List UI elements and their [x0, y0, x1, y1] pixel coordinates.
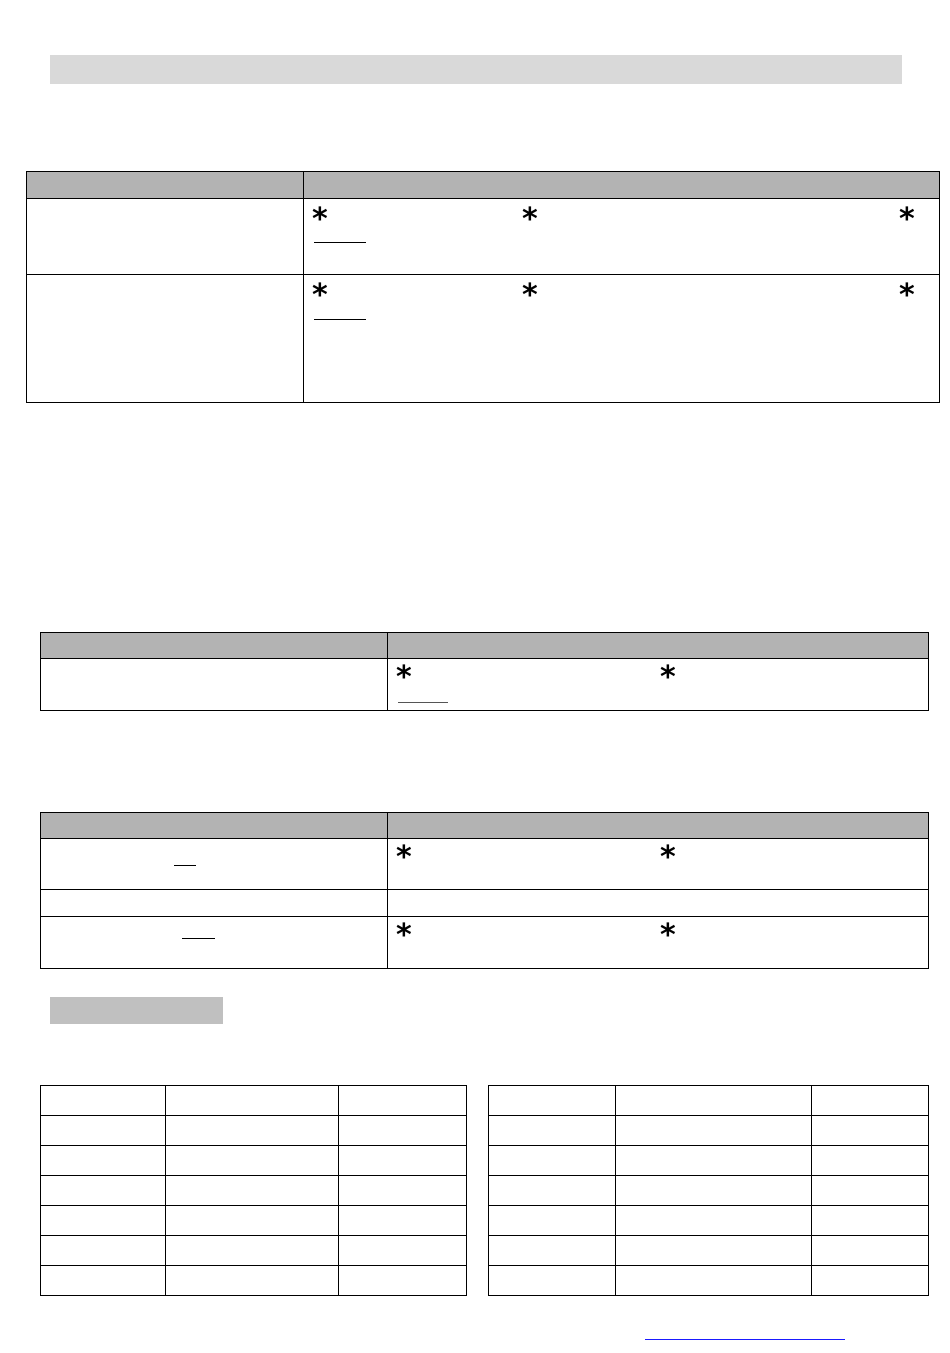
table-row: [489, 1146, 929, 1176]
table-3: [40, 812, 929, 969]
asterisk-marker: *: [660, 840, 676, 875]
table-3-header-col-2: [388, 813, 929, 839]
table-row: [41, 1116, 467, 1146]
table-row: [41, 1176, 467, 1206]
table-row: [41, 1206, 467, 1236]
grid-right: [488, 1085, 929, 1296]
table-3-row-1-label: [41, 839, 388, 890]
table-3-row-3-label: [41, 917, 388, 969]
asterisk-marker: *: [522, 278, 538, 313]
table-row: [489, 1176, 929, 1206]
table-3-header-col-1: [41, 813, 388, 839]
table-3-row-2-label: [41, 890, 388, 917]
table-row: [489, 1236, 929, 1266]
underline-rule: [174, 865, 196, 866]
table-row: [41, 659, 929, 711]
table-1-row-1-value: [304, 199, 940, 275]
asterisk-marker: *: [660, 660, 676, 695]
footer-link-underline: [645, 1339, 845, 1340]
grid-left: [40, 1085, 467, 1296]
table-1-header-col-2: [304, 172, 940, 199]
table-row: [489, 1206, 929, 1236]
asterisk-marker: *: [522, 202, 538, 237]
footer-link[interactable]: [645, 1326, 845, 1342]
asterisk-marker: *: [396, 918, 412, 953]
table-2-row-1-value: [388, 659, 929, 711]
table-row: [41, 890, 929, 917]
table-row: [41, 1266, 467, 1296]
table-row: [41, 1086, 467, 1116]
table-3-row-1-value: [388, 839, 929, 890]
asterisk-marker: *: [899, 202, 915, 237]
table-2-header-col-1: [41, 633, 388, 659]
table-1-header-col-1: [27, 172, 304, 199]
table-row: [41, 839, 929, 890]
table-1-row-2-value: [304, 275, 940, 403]
table-row: [41, 917, 929, 969]
header-bar: [50, 55, 902, 84]
underline-rule: [398, 702, 448, 703]
table-1: [26, 171, 940, 403]
table-row: [489, 1086, 929, 1116]
table-row: [27, 275, 940, 403]
asterisk-marker: *: [312, 278, 328, 313]
underline-rule: [182, 938, 215, 939]
table-2: [40, 632, 929, 711]
underline-rule: [314, 242, 366, 243]
table-row: [489, 1116, 929, 1146]
table-1-row-2-label: [27, 275, 304, 403]
table-2-header-col-2: [388, 633, 929, 659]
table-3-row-2-value: [388, 890, 929, 917]
table-3-row-3-value: [388, 917, 929, 969]
underline-rule: [314, 319, 366, 320]
section-tab: [50, 997, 223, 1024]
table-row: [27, 199, 940, 275]
asterisk-marker: *: [396, 660, 412, 695]
asterisk-marker: *: [396, 840, 412, 875]
table-row: [41, 1146, 467, 1176]
table-row: [41, 1236, 467, 1266]
table-1-row-1-label: [27, 199, 304, 275]
asterisk-marker: *: [312, 202, 328, 237]
asterisk-marker: *: [660, 918, 676, 953]
table-2-row-1-label: [41, 659, 388, 711]
asterisk-marker: *: [899, 278, 915, 313]
table-row: [489, 1266, 929, 1296]
